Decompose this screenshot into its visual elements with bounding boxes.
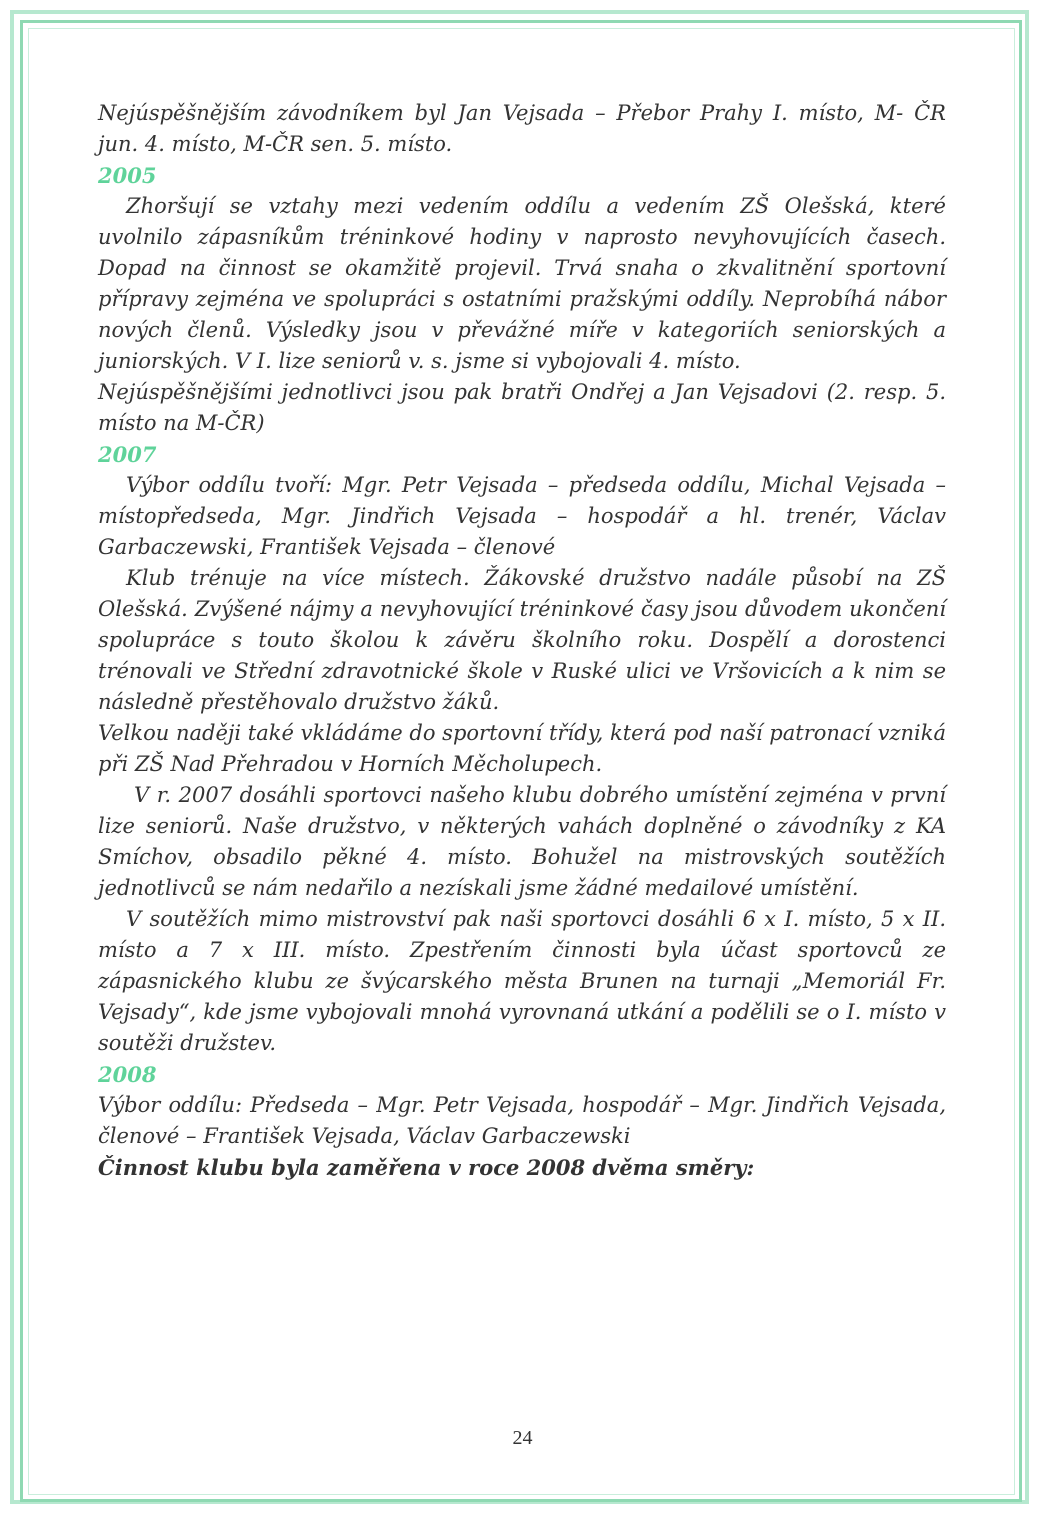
year-heading-2005: 2005	[98, 163, 157, 188]
page-content	[98, 98, 946, 1183]
paragraph-2007-4: V r. 2007 dosáhli sportovci našeho klubu dobrého umístění zejména v první lize seniorů. Naše družstvo, v některých vahách doplněné o závodníky z KA Smíchov, obsadilo pěkné 4. místo. Bohužel na mistrovských soutěžích jednotlivců se nám nedařilo a nezískali jsme žádné medailové umístění.	[98, 783, 946, 900]
paragraph-2008-1: Výbor oddílu: Předseda – Mgr. Petr Vejsada, hospodář – Mgr. Jindřich Vejsada, členové – František Vejsada, Václav Garbaczewski	[98, 1093, 946, 1148]
paragraph-2007-1: Výbor oddílu tvoří: Mgr. Petr Vejsada – předseda oddílu, Michal Vejsada – místopředseda, Mgr. Jindřich Vejsada – hospodář a hl. trenér, Václav Garbaczewski, František Vejsada – členové	[98, 473, 946, 559]
paragraph-2005-2: Nejúspěšnějšími jednotlivci jsou pak bratři Ondřej a Jan Vejsadovi (2. resp. 5. místo na M-ČR)	[98, 380, 946, 435]
paragraph-2007-3: Velkou naději také vkládáme do sportovní třídy, která pod naší patronací vzniká při ZŠ Nad Přehradou v Horních Měcholupech.	[98, 721, 946, 776]
paragraph-2008-2: Činnost klubu byla zaměřena v roce 2008 dvěma směry:	[98, 1155, 755, 1180]
paragraph-2007-5: V soutěžích mimo mistrovství pak naši sportovci dosáhli 6 x I. místo, 5 x II. místo a 7 x III. místo. Zpestřením činnosti byla účast sportovců ze zápasnického klubu ze švýcarského města Brunen na turnaji „Memoriál Fr. Vejsady“, kde jsme vybojovali mnohá vyrovnaná utkání a podělili se o I. místo v soutěži družstev.	[98, 907, 946, 1055]
paragraph-2007-2: Klub trénuje na více místech. Žákovské družstvo nadále působí na ZŠ Olešská. Zvýšené nájmy a nevyhovující tréninkové časy jsou důvodem ukončení spolupráce s touto školou k závěru školního roku. Dospělí a dorostenci trénovali ve Střední zdravotnické škole v Ruské ulici ve Vršovicích a k nim se následně přestěhovalo družstvo žáků.	[98, 566, 946, 714]
year-heading-2008: 2008	[98, 1062, 157, 1087]
year-heading-2007: 2007	[98, 442, 157, 467]
page-number: 24	[512, 1427, 533, 1449]
paragraph-2005-1: Zhoršují se vztahy mezi vedením oddílu a vedením ZŠ Olešská, které uvolnilo zápasníkům tréninkové hodiny v naprosto nevyhovujících časech. Dopad na činnost se okamžitě projevil. Trvá snaha o zkvalitnění sportovní přípravy zejména ve spolupráci s ostatními pražskými oddíly. Neprobíhá nábor nových členů. Výsledky jsou v převážné míře v kategoriích seniorských a juniorských. V I. lize seniorů v. s. jsme si vybojovali 4. místo.	[98, 194, 946, 373]
intro-paragraph: Nejúspěšnějším závodníkem byl Jan Vejsada – Přebor Prahy I. místo, M- ČR jun. 4. místo, M-ČR sen. 5. místo.	[98, 101, 946, 156]
